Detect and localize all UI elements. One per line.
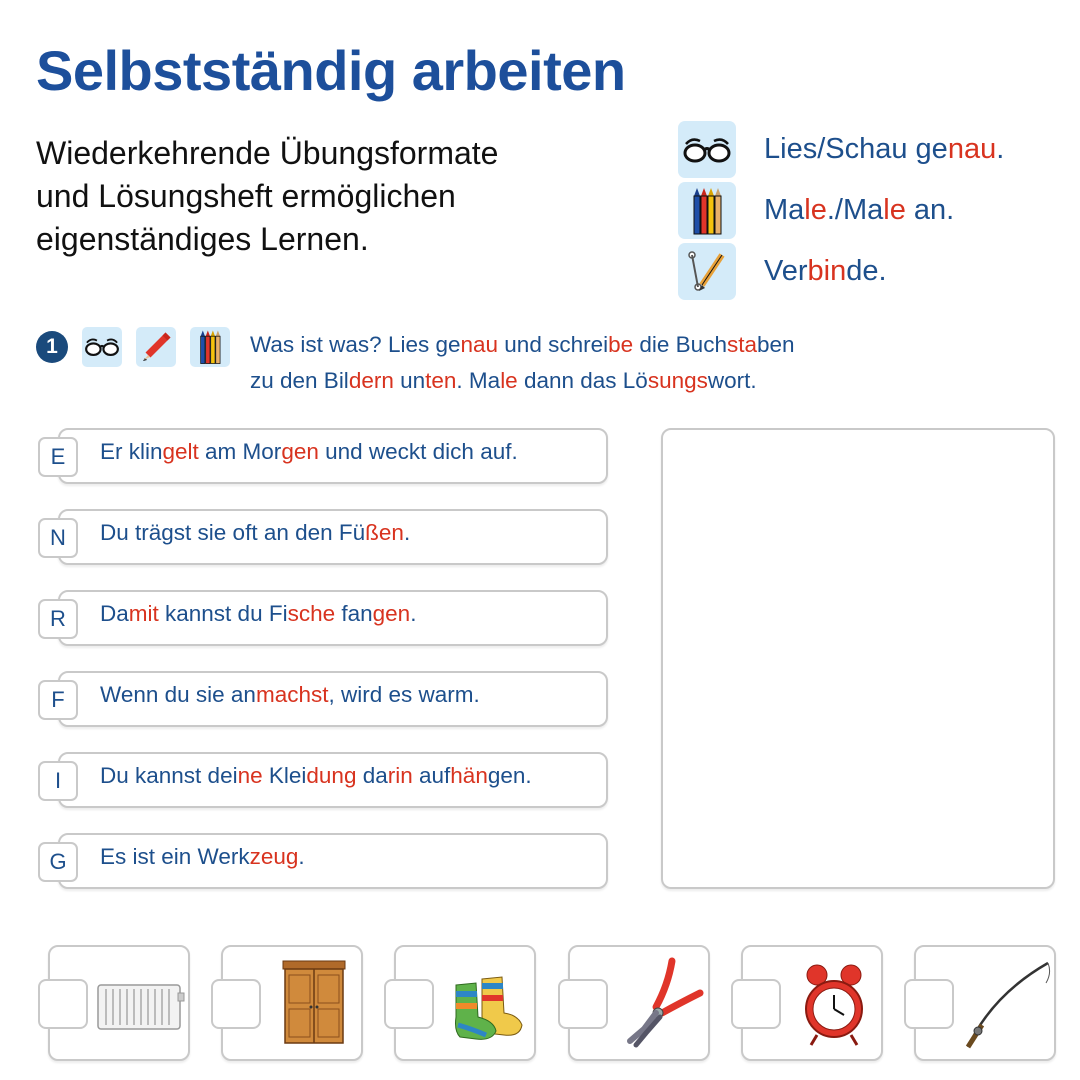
legend-text-read: Lies/Schau genau. <box>764 133 1005 165</box>
legend-text-connect: Verbinde. <box>764 255 887 287</box>
answer-box[interactable] <box>38 979 88 1029</box>
alarm-clock-icon <box>789 955 879 1051</box>
picture-card-radiator <box>48 945 190 1061</box>
pencil-icon <box>136 327 176 367</box>
radiator-icon <box>96 955 186 1051</box>
answer-box[interactable] <box>558 979 608 1029</box>
picture-card-socks <box>394 945 536 1061</box>
legend-text-paint: Male./Male an. <box>764 194 955 226</box>
clue-row <box>38 833 608 885</box>
clue-sentence: Du kannst deine Kleidung darin aufhängen. <box>100 763 532 788</box>
pliers-icon <box>616 955 706 1051</box>
intro-line: eigenständiges Lernen. <box>36 221 369 257</box>
colored-pencils-icon <box>678 182 736 239</box>
clue-row <box>38 509 608 561</box>
page-title: Selbstständig arbeiten <box>36 39 626 102</box>
answer-box[interactable] <box>384 979 434 1029</box>
intro-text <box>36 132 596 261</box>
clue-sentence: Wenn du sie anmachst, wird es warm. <box>100 682 480 707</box>
answer-box[interactable] <box>731 979 781 1029</box>
clue-sentence: Damit kannst du Fische fangen. <box>100 601 417 626</box>
intro-line: Wiederkehrende Übungsformate <box>36 135 499 171</box>
clue-row <box>38 671 608 723</box>
picture-card-alarm-clock <box>741 945 883 1061</box>
socks-icon <box>442 955 532 1051</box>
icon-legend <box>678 121 1004 304</box>
legend-item-paint <box>678 182 1004 239</box>
clue-row <box>38 752 608 804</box>
clue-letter: E <box>38 437 78 477</box>
clue-row <box>38 428 608 480</box>
glasses-icon <box>678 121 736 178</box>
answer-box[interactable] <box>904 979 954 1029</box>
legend-item-read <box>678 121 1004 178</box>
task-instruction: Was ist was? Lies genau und schreibe die Buchstaben zu den Bildern unten. Male dann das Lösungswort. <box>250 332 795 393</box>
answer-box[interactable] <box>211 979 261 1029</box>
clue-letter: R <box>38 599 78 639</box>
solution-box[interactable] <box>661 428 1055 889</box>
connect-pencil-icon <box>678 243 736 300</box>
clue-letter: G <box>38 842 78 882</box>
intro-line: und Lösungsheft ermöglichen <box>36 178 456 214</box>
picture-card-fishing-rod <box>914 945 1056 1061</box>
clue-letter: F <box>38 680 78 720</box>
clue-letter: N <box>38 518 78 558</box>
clue-letter: I <box>38 761 78 801</box>
picture-card-pliers <box>568 945 710 1061</box>
task-header <box>36 327 795 393</box>
wardrobe-icon <box>269 955 359 1051</box>
legend-item-connect <box>678 243 1004 300</box>
fishing-rod-icon <box>962 955 1052 1051</box>
clue-sentence: Er klingelt am Morgen und weckt dich auf. <box>100 439 518 464</box>
clue-sentence: Es ist ein Werkzeug. <box>100 844 305 869</box>
colored-pencils-icon <box>190 327 230 367</box>
clue-row <box>38 590 608 642</box>
picture-card-wardrobe <box>221 945 363 1061</box>
glasses-icon <box>82 327 122 367</box>
task-number: 1 <box>36 331 68 363</box>
clue-sentence: Du trägst sie oft an den Füßen. <box>100 520 411 545</box>
